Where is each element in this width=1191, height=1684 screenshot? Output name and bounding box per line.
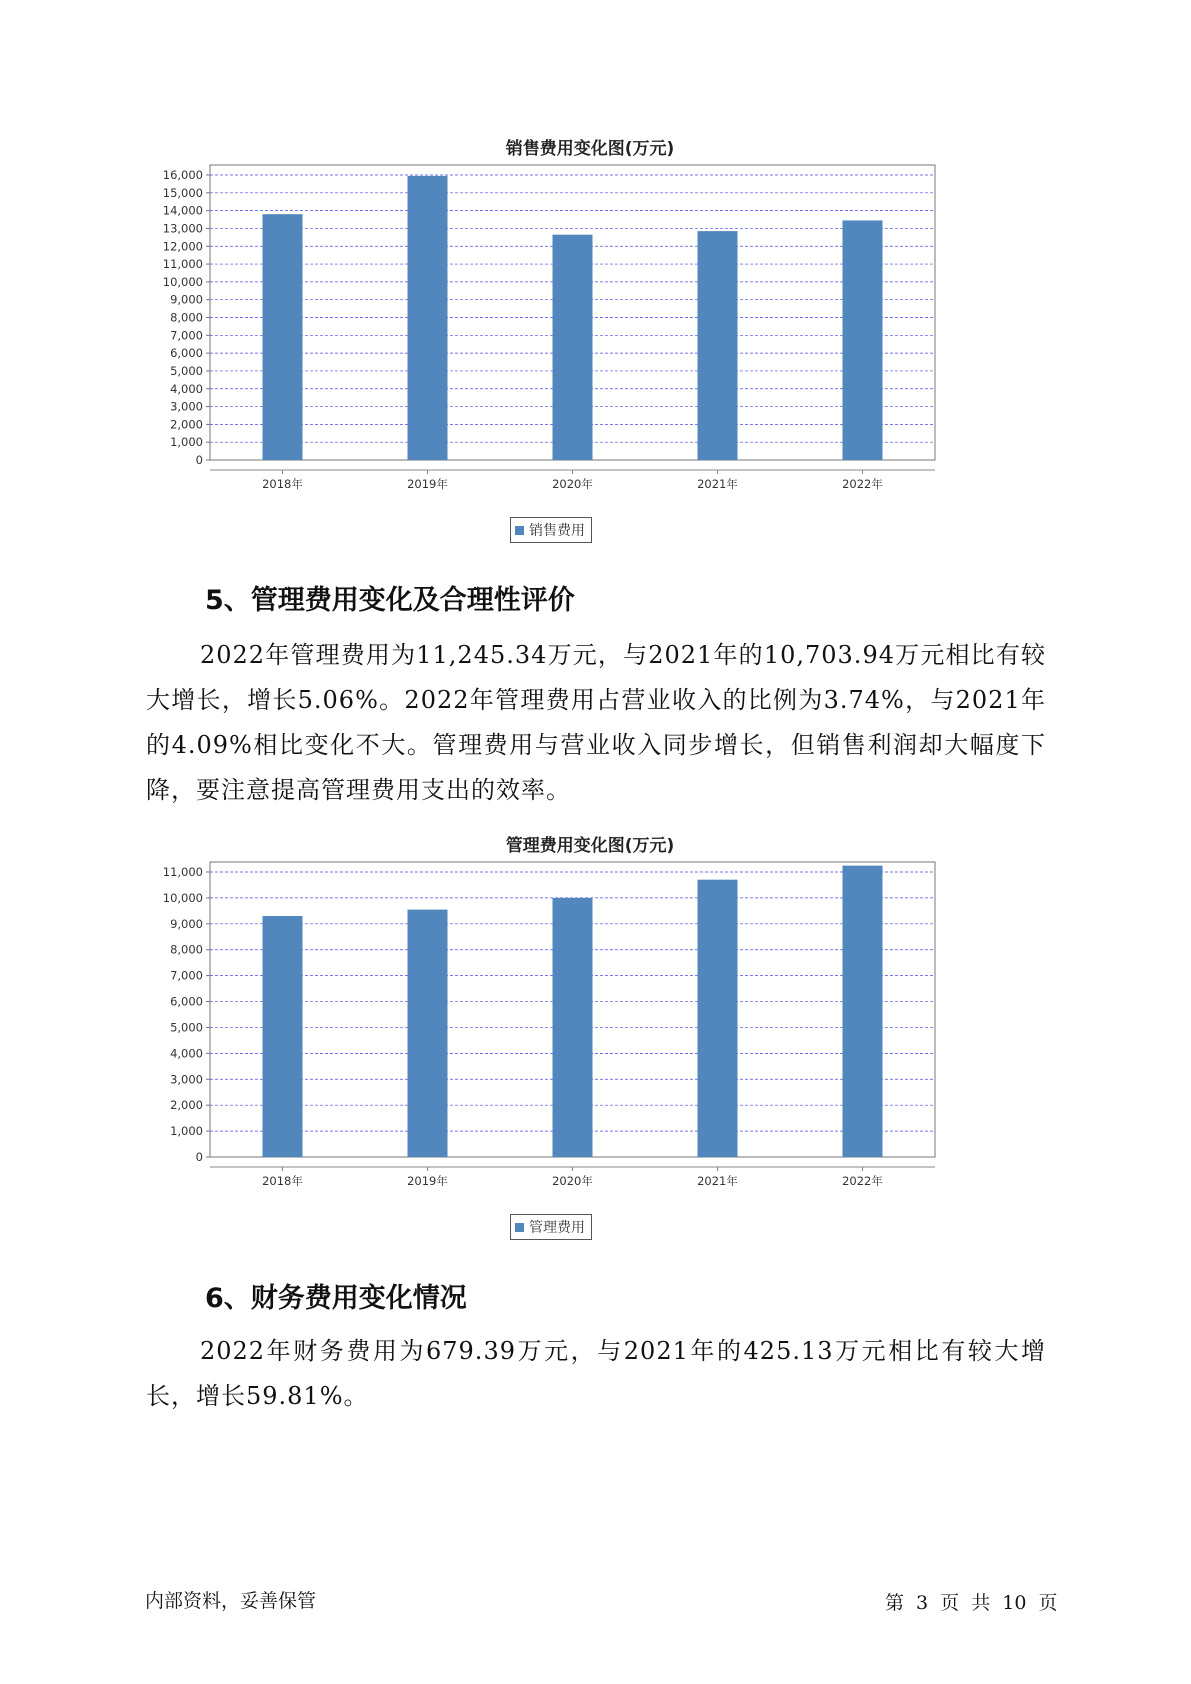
x-tick-label: 2022年 [842,477,883,491]
y-tick-label: 6,000 [170,346,203,361]
bar [843,220,883,460]
y-tick-label: 6,000 [170,994,203,1009]
legend-label: 销售费用 [529,523,585,539]
x-tick-label: 2018年 [262,477,303,491]
bar [408,910,448,1157]
bar [843,866,883,1157]
bar [553,898,593,1157]
chart-plot [140,160,1040,560]
footer-confidential: 内部资料，妥善保管 [145,1590,317,1612]
x-tick-label: 2019年 [407,477,448,491]
y-tick-label: 5,000 [170,1020,203,1035]
bar [263,916,303,1157]
y-tick-label: 16,000 [162,168,203,182]
bar [408,176,448,460]
chart-legend [510,1214,592,1240]
chart-plot [140,857,1040,1257]
legend-swatch [515,1223,524,1232]
y-tick-label: 11,000 [162,257,203,272]
section-heading: 5、管理费用变化及合理性评价 [205,585,575,616]
chart-title: 管理费用变化图(万元) [505,836,675,856]
y-tick-label: 2,000 [170,1098,203,1113]
x-tick-label: 2020年 [552,477,593,491]
x-tick-label: 2021年 [697,477,738,491]
x-tick-label: 2021年 [697,1174,738,1188]
y-tick-label: 5,000 [170,363,203,378]
legend-label: 管理费用 [529,1220,585,1236]
y-tick-label: 2,000 [170,417,203,432]
section-paragraph: 2022年财务费用为679.39万元，与2021年的425.13万元相比有较大增长，增长59.81%。 [146,1337,1046,1410]
y-tick-label: 14,000 [162,203,203,218]
y-tick-label: 15,000 [162,185,203,200]
footer-page-number: 第 3 页 共 10 页 [885,1592,1058,1614]
x-tick-label: 2019年 [407,1174,448,1188]
y-tick-label: 3,000 [170,1072,203,1087]
y-tick-label: 4,000 [170,381,203,396]
section-paragraph: 2022年管理费用为11,245.34万元，与2021年的10,703.94万元相比有较大增长，增长5.06%。2022年管理费用占营业收入的比例为3.74%，与2021年的4.09%相比变化不大。管理费用与营业收入同步增长，但销售利润却大幅度下降，要注意提高管理费用支出的效率。 [146,641,1046,804]
y-tick-label: 7,000 [170,968,203,983]
y-tick-label: 1,000 [170,435,203,450]
y-tick-label: 9,000 [170,292,203,307]
x-tick-label: 2018年 [262,1174,303,1188]
chart-legend [510,517,592,543]
y-tick-label: 1,000 [170,1124,203,1139]
bar [698,880,738,1157]
y-tick-label: 0 [195,453,203,467]
bar [698,231,738,460]
bar [553,235,593,460]
legend-swatch [515,526,524,535]
y-tick-label: 12,000 [162,239,203,254]
y-tick-label: 10,000 [162,274,203,289]
y-tick-label: 8,000 [170,310,203,325]
y-tick-label: 11,000 [162,865,203,879]
y-tick-label: 9,000 [170,916,203,931]
x-tick-label: 2022年 [842,1174,883,1188]
y-tick-label: 10,000 [162,890,203,905]
chart-title: 销售费用变化图(万元) [505,139,675,159]
y-tick-label: 4,000 [170,1046,203,1061]
section-heading: 6、财务费用变化情况 [205,1283,467,1314]
y-tick-label: 8,000 [170,942,203,957]
y-tick-label: 3,000 [170,399,203,414]
y-tick-label: 7,000 [170,328,203,343]
x-tick-label: 2020年 [552,1174,593,1188]
bar [263,214,303,460]
y-tick-label: 13,000 [162,221,203,236]
y-tick-label: 0 [195,1150,203,1164]
